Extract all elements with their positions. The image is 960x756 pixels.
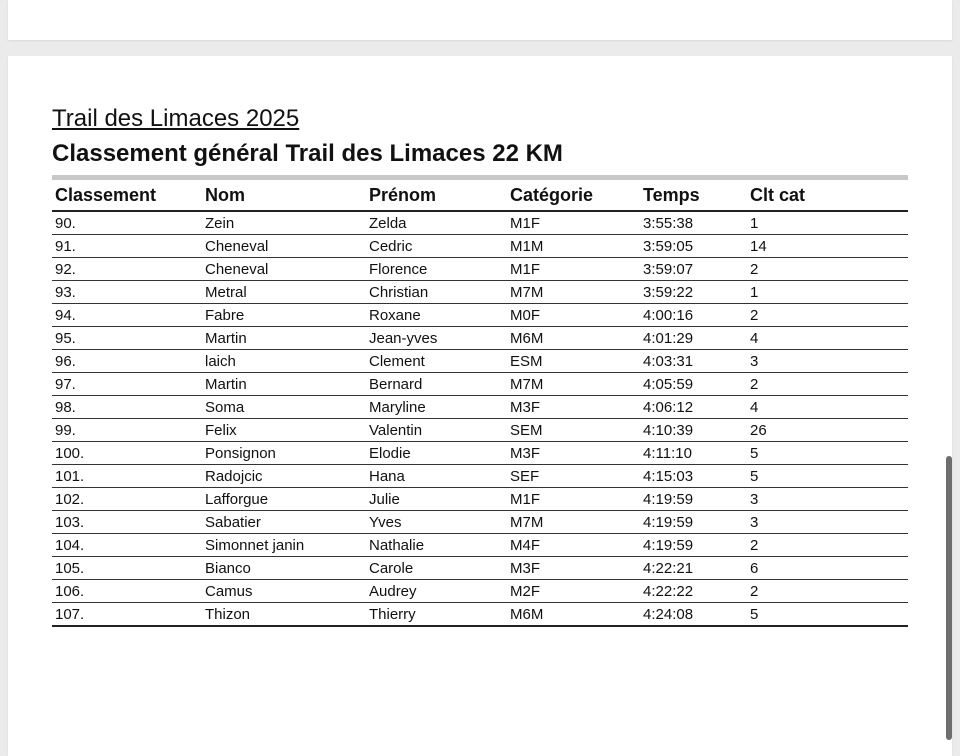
- cell-nom: laich: [202, 350, 366, 373]
- cell-temps: 3:55:38: [640, 211, 747, 235]
- cell-clt-cat: 2: [747, 304, 908, 327]
- cell-clt-cat: 6: [747, 557, 908, 580]
- cell-clt-cat: 3: [747, 488, 908, 511]
- cell-classement: 101.: [52, 465, 202, 488]
- cell-clt-cat: 2: [747, 373, 908, 396]
- cell-temps: 4:11:10: [640, 442, 747, 465]
- header-temps: Temps: [640, 181, 747, 211]
- cell-nom: Soma: [202, 396, 366, 419]
- cell-categorie: M6M: [507, 603, 640, 627]
- cell-clt-cat: 5: [747, 442, 908, 465]
- table-row: [52, 580, 908, 603]
- cell-classement: 97.: [52, 373, 202, 396]
- cell-clt-cat: 3: [747, 350, 908, 373]
- cell-nom: Martin: [202, 373, 366, 396]
- cell-prenom: Clement: [366, 350, 507, 373]
- cell-prenom: Christian: [366, 281, 507, 304]
- table-row: [52, 465, 908, 488]
- cell-categorie: M2F: [507, 580, 640, 603]
- header-categorie: Catégorie: [507, 181, 640, 211]
- cell-classement: 102.: [52, 488, 202, 511]
- cell-classement: 100.: [52, 442, 202, 465]
- cell-nom: Cheneval: [202, 235, 366, 258]
- cell-temps: 4:05:59: [640, 373, 747, 396]
- cell-classement: 92.: [52, 258, 202, 281]
- cell-prenom: Julie: [366, 488, 507, 511]
- cell-nom: Cheneval: [202, 258, 366, 281]
- cell-prenom: Bernard: [366, 373, 507, 396]
- cell-nom: Thizon: [202, 603, 366, 627]
- cell-prenom: Elodie: [366, 442, 507, 465]
- cell-prenom: Nathalie: [366, 534, 507, 557]
- cell-categorie: M3F: [507, 557, 640, 580]
- cell-temps: 4:06:12: [640, 396, 747, 419]
- cell-temps: 4:01:29: [640, 327, 747, 350]
- cell-clt-cat: 4: [747, 396, 908, 419]
- cell-nom: Felix: [202, 419, 366, 442]
- cell-categorie: M3F: [507, 442, 640, 465]
- cell-temps: 4:22:21: [640, 557, 747, 580]
- header-prenom: Prénom: [366, 181, 507, 211]
- cell-nom: Metral: [202, 281, 366, 304]
- cell-temps: 4:19:59: [640, 534, 747, 557]
- cell-categorie: M0F: [507, 304, 640, 327]
- cell-classement: 99.: [52, 419, 202, 442]
- cell-prenom: Roxane: [366, 304, 507, 327]
- cell-clt-cat: 4: [747, 327, 908, 350]
- table-row: [52, 281, 908, 304]
- document-title: Trail des Limaces 2025: [52, 105, 300, 132]
- cell-nom: Bianco: [202, 557, 366, 580]
- cell-categorie: M3F: [507, 396, 640, 419]
- cell-classement: 98.: [52, 396, 202, 419]
- table-row: [52, 211, 908, 235]
- table-row: [52, 235, 908, 258]
- title-rule: [52, 175, 908, 180]
- cell-prenom: Carole: [366, 557, 507, 580]
- cell-temps: 4:00:16: [640, 304, 747, 327]
- cell-prenom: Hana: [366, 465, 507, 488]
- results-table: [52, 181, 908, 627]
- document-subtitle: Classement général Trail des Limaces 22 KM: [52, 140, 563, 167]
- cell-classement: 91.: [52, 235, 202, 258]
- document-page: [8, 56, 952, 756]
- cell-clt-cat: 14: [747, 235, 908, 258]
- cell-classement: 105.: [52, 557, 202, 580]
- cell-prenom: Florence: [366, 258, 507, 281]
- cell-classement: 104.: [52, 534, 202, 557]
- table-row: [52, 603, 908, 627]
- cell-nom: Ponsignon: [202, 442, 366, 465]
- cell-prenom: Zelda: [366, 211, 507, 235]
- cell-clt-cat: 26: [747, 419, 908, 442]
- header-clt-cat: Clt cat: [747, 181, 908, 211]
- cell-classement: 90.: [52, 211, 202, 235]
- cell-temps: 4:19:59: [640, 488, 747, 511]
- cell-categorie: SEM: [507, 419, 640, 442]
- header-nom: Nom: [202, 181, 366, 211]
- cell-classement: 96.: [52, 350, 202, 373]
- cell-temps: 4:19:59: [640, 511, 747, 534]
- cell-prenom: Jean-yves: [366, 327, 507, 350]
- cell-categorie: M1F: [507, 211, 640, 235]
- cell-temps: 4:24:08: [640, 603, 747, 627]
- cell-categorie: ESM: [507, 350, 640, 373]
- cell-categorie: M1M: [507, 235, 640, 258]
- cell-categorie: M1F: [507, 258, 640, 281]
- cell-clt-cat: 3: [747, 511, 908, 534]
- table-body: [52, 211, 908, 626]
- cell-temps: 4:22:22: [640, 580, 747, 603]
- table-row: [52, 419, 908, 442]
- cell-nom: Fabre: [202, 304, 366, 327]
- cell-prenom: Maryline: [366, 396, 507, 419]
- cell-clt-cat: 1: [747, 281, 908, 304]
- table-row: [52, 396, 908, 419]
- cell-nom: Martin: [202, 327, 366, 350]
- table-row: [52, 488, 908, 511]
- cell-categorie: M6M: [507, 327, 640, 350]
- table-row: [52, 327, 908, 350]
- cell-temps: 4:03:31: [640, 350, 747, 373]
- cell-temps: 4:15:03: [640, 465, 747, 488]
- cell-prenom: Yves: [366, 511, 507, 534]
- cell-prenom: Valentin: [366, 419, 507, 442]
- cell-categorie: M1F: [507, 488, 640, 511]
- table-row: [52, 373, 908, 396]
- cell-nom: Lafforgue: [202, 488, 366, 511]
- cell-temps: 3:59:22: [640, 281, 747, 304]
- cell-categorie: M7M: [507, 373, 640, 396]
- table-row: [52, 534, 908, 557]
- previous-page: [8, 0, 952, 40]
- cell-categorie: M4F: [507, 534, 640, 557]
- cell-clt-cat: 5: [747, 603, 908, 627]
- cell-classement: 93.: [52, 281, 202, 304]
- cell-temps: 3:59:07: [640, 258, 747, 281]
- cell-classement: 103.: [52, 511, 202, 534]
- cell-clt-cat: 2: [747, 580, 908, 603]
- scrollbar[interactable]: [946, 456, 952, 740]
- table-header-row: [52, 181, 908, 211]
- cell-classement: 94.: [52, 304, 202, 327]
- header-classement: Classement: [52, 181, 202, 211]
- table-row: [52, 350, 908, 373]
- cell-categorie: M7M: [507, 281, 640, 304]
- cell-classement: 107.: [52, 603, 202, 627]
- cell-categorie: SEF: [507, 465, 640, 488]
- table-row: [52, 557, 908, 580]
- cell-clt-cat: 2: [747, 534, 908, 557]
- cell-prenom: Audrey: [366, 580, 507, 603]
- table-row: [52, 442, 908, 465]
- cell-nom: Camus: [202, 580, 366, 603]
- cell-nom: Radojcic: [202, 465, 366, 488]
- cell-temps: 4:10:39: [640, 419, 747, 442]
- table-row: [52, 304, 908, 327]
- cell-clt-cat: 1: [747, 211, 908, 235]
- cell-classement: 95.: [52, 327, 202, 350]
- table-row: [52, 258, 908, 281]
- cell-clt-cat: 5: [747, 465, 908, 488]
- cell-nom: Zein: [202, 211, 366, 235]
- cell-prenom: Cedric: [366, 235, 507, 258]
- cell-nom: Sabatier: [202, 511, 366, 534]
- cell-classement: 106.: [52, 580, 202, 603]
- cell-nom: Simonnet janin: [202, 534, 366, 557]
- table-row: [52, 511, 908, 534]
- cell-clt-cat: 2: [747, 258, 908, 281]
- cell-temps: 3:59:05: [640, 235, 747, 258]
- cell-prenom: Thierry: [366, 603, 507, 627]
- cell-categorie: M7M: [507, 511, 640, 534]
